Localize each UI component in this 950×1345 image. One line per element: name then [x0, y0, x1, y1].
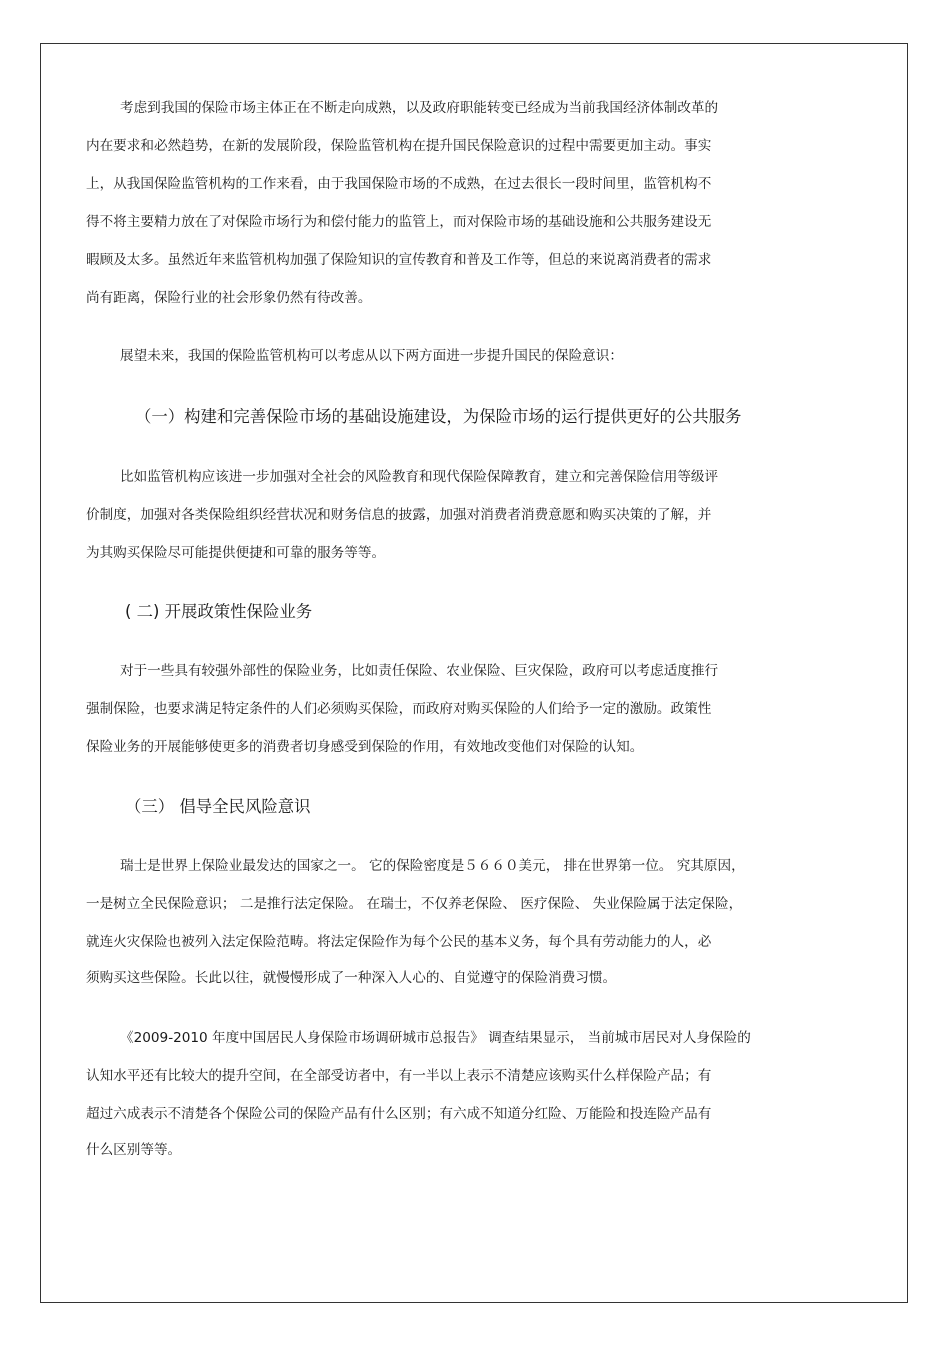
paragraph-line: 上，从我国保险监管机构的工作来看，由于我国保险市场的不成熟，在过去很长一段时间里，监管机构不 [86, 176, 712, 192]
paragraph-line: 考虑到我国的保险市场主体正在不断走向成熟，以及政府职能转变已经成为当前我国经济体制改革的 [120, 100, 719, 116]
paragraph-line: 就连火灾保险也被列入法定保险范畴。将法定保险作为每个公民的基本义务，每个具有劳动能力的人，必 [86, 934, 712, 950]
paragraph-line: 超过六成表示不清楚各个保险公司的保险产品有什么区别；有六成不知道分红险、万能险和投连险产品有 [86, 1106, 712, 1122]
paragraph-line: 保险业务的开展能够使更多的消费者切身感受到保险的作用，有效地改变他们对保险的认知。 [86, 739, 644, 755]
paragraph-line: 强制保险，也要求满足特定条件的人们必须购买保险，而政府对购买保险的人们给予一定的激励。政策性 [86, 701, 712, 717]
paragraph-line: 为其购买保险尽可能提供便捷和可靠的服务等等。 [86, 545, 386, 561]
paragraph-line: 《2009-2010 年度中国居民人身保险市场调研城市总报告》 调查结果显示， 当前城市居民对人身保险的 [120, 1030, 751, 1046]
section-heading-3: （三） 倡导全民风险意识 [125, 797, 311, 816]
paragraph-line: 瑞士是世界上保险业最发达的国家之一。 它的保险密度是５６６０美元， 排在世界第一位。 究其原因， [120, 858, 745, 874]
section-heading-1: （一）构建和完善保险市场的基础设施建设，为保险市场的运行提供更好的公共服务 [135, 407, 742, 426]
paragraph-line: 须购买这些保险。长此以往，就慢慢形成了一种深入人心的、自觉遵守的保险消费习惯。 [86, 970, 617, 986]
paragraph-line: 尚有距离，保险行业的社会形象仍然有待改善。 [86, 290, 372, 306]
paragraph-line: 认知水平还有比较大的提升空间，在全部受访者中，有一半以上表示不清楚应该购买什么样保险产品；有 [86, 1068, 712, 1084]
paragraph-line: 价制度，加强对各类保险组织经营状况和财务信息的披露，加强对消费者消费意愿和购买决策的了解，并 [86, 507, 712, 523]
paragraph-line: 比如监管机构应该进一步加强对全社会的风险教育和现代保险保障教育，建立和完善保险信用等级评 [120, 469, 719, 485]
paragraph-line: 什么区别等等。 [86, 1142, 182, 1158]
section-heading-2: ( 二) 开展政策性保险业务 [125, 602, 313, 621]
paragraph-line: 对于一些具有较强外部性的保险业务，比如责任保险、农业保险、巨灾保险，政府可以考虑适度推行 [120, 663, 719, 679]
paragraph-line: 得不将主要精力放在了对保险市场行为和偿付能力的监管上，而对保险市场的基础设施和公共服务建设无 [86, 214, 712, 230]
paragraph-line: 暇顾及太多。虽然近年来监管机构加强了保险知识的宣传教育和普及工作等，但总的来说离消费者的需求 [86, 252, 712, 268]
paragraph-line: 展望未来，我国的保险监管机构可以考虑从以下两方面进一步提升国民的保险意识： [120, 348, 623, 364]
paragraph-line: 一是树立全民保险意识； 二是推行法定保险。 在瑞士，不仅养老保险、 医疗保险、 失业保险属于法定保险， [86, 896, 743, 912]
paragraph-line: 内在要求和必然趋势，在新的发展阶段，保险监管机构在提升国民保险意识的过程中需要更加主动。事实 [86, 138, 712, 154]
